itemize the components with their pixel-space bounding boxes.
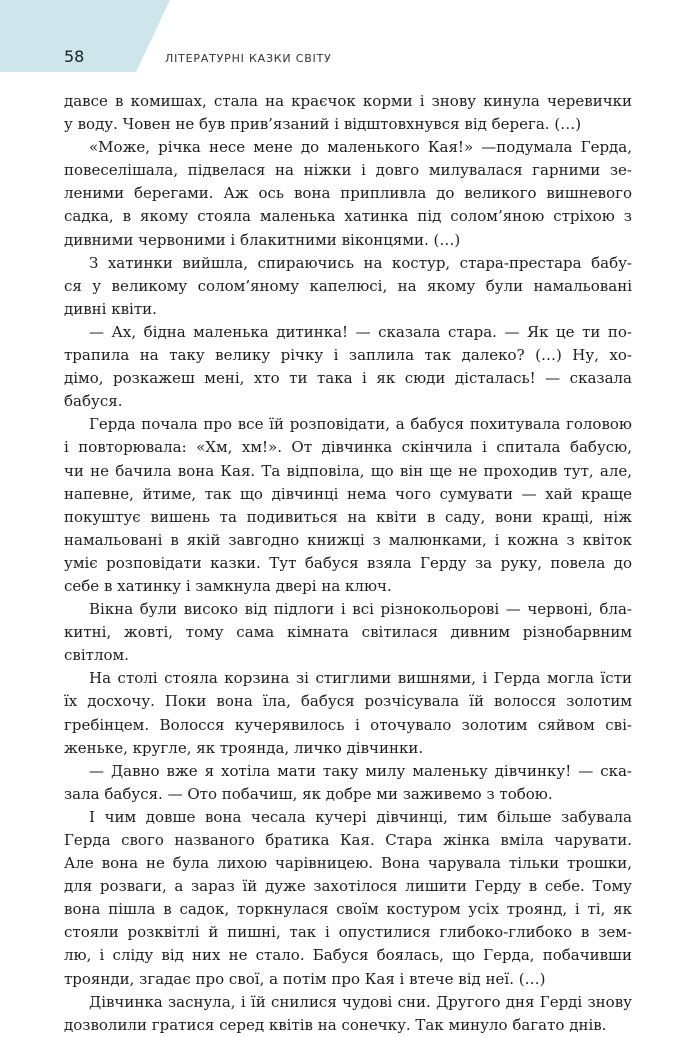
paragraph: [64, 598, 632, 667]
text-line: для розваги, а зараз їй дуже захотілося лишити Герду в себе. Тому: [64, 877, 632, 896]
text-line: напевне, йтиме, так що дівчинці нема чого сумувати — хай краще: [64, 484, 632, 503]
text-line: зала бабуся. — Ото побачиш, як добре ми заживемо з тобою.: [64, 784, 553, 803]
text-line: женьке, кругле, як троянда, личко дівчинки.: [64, 738, 424, 757]
text-line: З хатинки вийшла, спираючись на костур, стара-престара бабу-: [89, 253, 632, 272]
text-line: їх досхочу. Поки вона їла, бабуся розчісувала їй волосся золотим: [64, 692, 632, 711]
paragraph: [64, 991, 632, 1037]
text-line: садка, в якому стояла маленька хатинка під солом’яною стріхою з: [64, 207, 632, 226]
text-line: покуштує вишень та подивиться на квіти в саду, вони кращі, ніж: [64, 507, 632, 526]
text-line: вона пішла в садок, торкнулася своїм костуром усіх троянд, і ті, як: [64, 900, 632, 919]
text-line: чи не бачила вона Кая. Та відповіла, що він ще не проходив тут, але,: [64, 461, 632, 480]
text-line: Дівчинка заснула, і їй снилися чудові сни. Другого дня Герді знову: [89, 992, 632, 1011]
text-line: давсе в комишах, стала на краєчок корми і знову кинула черевички: [64, 92, 632, 110]
text-line: дозволили гратися серед квітів на сонечку. Так минуло багато днів.: [64, 1015, 607, 1034]
text-line: дімо, розкажеш мені, хто ти така і як сюди дісталась! — сказала: [64, 369, 632, 388]
text-line: дивні квіти.: [64, 299, 157, 318]
paragraph: [64, 667, 632, 759]
text-line: світлом.: [64, 646, 129, 665]
text-line: уміє розповідати казки. Тут бабуся взяла Герду за руку, повела до: [64, 553, 632, 572]
text-line: Але вона не була лихою чарівницею. Вона чарувала тільки трошки,: [64, 854, 632, 873]
paragraph: [64, 90, 632, 136]
text-line: намальовані в якій завгодно книжці з малюнками, і кожна з квіток: [64, 530, 632, 549]
text-line: стояли розквітлі й пишні, так і опустилися глибоко-глибоко в зем-: [64, 923, 632, 942]
paragraph: [64, 760, 632, 806]
text-line: дивними червоними і блакитними віконцями. (…): [64, 230, 461, 249]
text-line: — Ах, бідна маленька дитинка! — сказала стара. — Як це ти по-: [89, 322, 632, 341]
text-line: «Може, річка несе мене до маленького Кая!» —подумала Герда,: [89, 138, 632, 157]
page-number: 58: [64, 47, 85, 66]
text-line: На столі стояла корзина зі стиглими вишнями, і Герда могла їсти: [89, 669, 632, 688]
text-line: троянди, згадає про свої, а потім про Кая і втече від неї. (…): [64, 969, 546, 988]
text-line: себе в хатинку і замкнула двері на ключ.: [64, 576, 392, 595]
text-line: і повторювала: «Хм, хм!». От дівчинка скінчила і спитала бабусю,: [64, 438, 632, 457]
text-line: Вікна були високо від підлоги і всі різнокольорові — червоні, бла-: [89, 600, 632, 619]
text-line: лю, і сліду від них не стало. Бабуся боялась, що Герда, побачивши: [64, 946, 632, 965]
paragraph: [64, 413, 632, 598]
body-text: [64, 90, 632, 1037]
text-line: повеселішала, підвелася на ніжки і довго милувалася гарними зе-: [64, 161, 632, 180]
text-line: — Давно вже я хотіла мати таку милу маленьку дівчинку! — ска-: [89, 761, 632, 780]
text-line: ся у великому солом’яному капелюсі, на якому були намальовані: [64, 276, 632, 295]
header-band: [0, 0, 170, 72]
text-line: Герда свого названого братика Кая. Стара жінка вміла чарувати.: [64, 831, 632, 849]
text-line: бабуся.: [64, 392, 123, 411]
text-line: леними берегами. Аж ось вона припливла до великого вишневого: [64, 184, 632, 203]
running-head: ЛІТЕРАТУРНІ КАЗКИ СВІТУ: [165, 52, 332, 65]
paragraph: [64, 806, 632, 991]
paragraph: [64, 321, 632, 413]
text-line: китні, жовті, тому сама кімната світилася дивним різнобарвним: [64, 623, 632, 642]
text-line: гребінцем. Волосся кучерявилось і оточувало золотим сяйвом сві-: [64, 715, 632, 734]
text-line: трапила на таку велику річку і заплила так далеко? (…) Ну, хо-: [64, 346, 632, 365]
paragraph: [64, 252, 632, 321]
text-line: І чим довше вона чесала кучері дівчинці, тим більше забувала: [89, 807, 632, 826]
paragraph: [64, 136, 632, 251]
text-line: Герда почала про все їй розповідати, а бабуся похитувала головою: [89, 415, 632, 434]
text-line: у воду. Човен не був прив’язаний і відштовхнувся від берега. (…): [64, 115, 582, 134]
